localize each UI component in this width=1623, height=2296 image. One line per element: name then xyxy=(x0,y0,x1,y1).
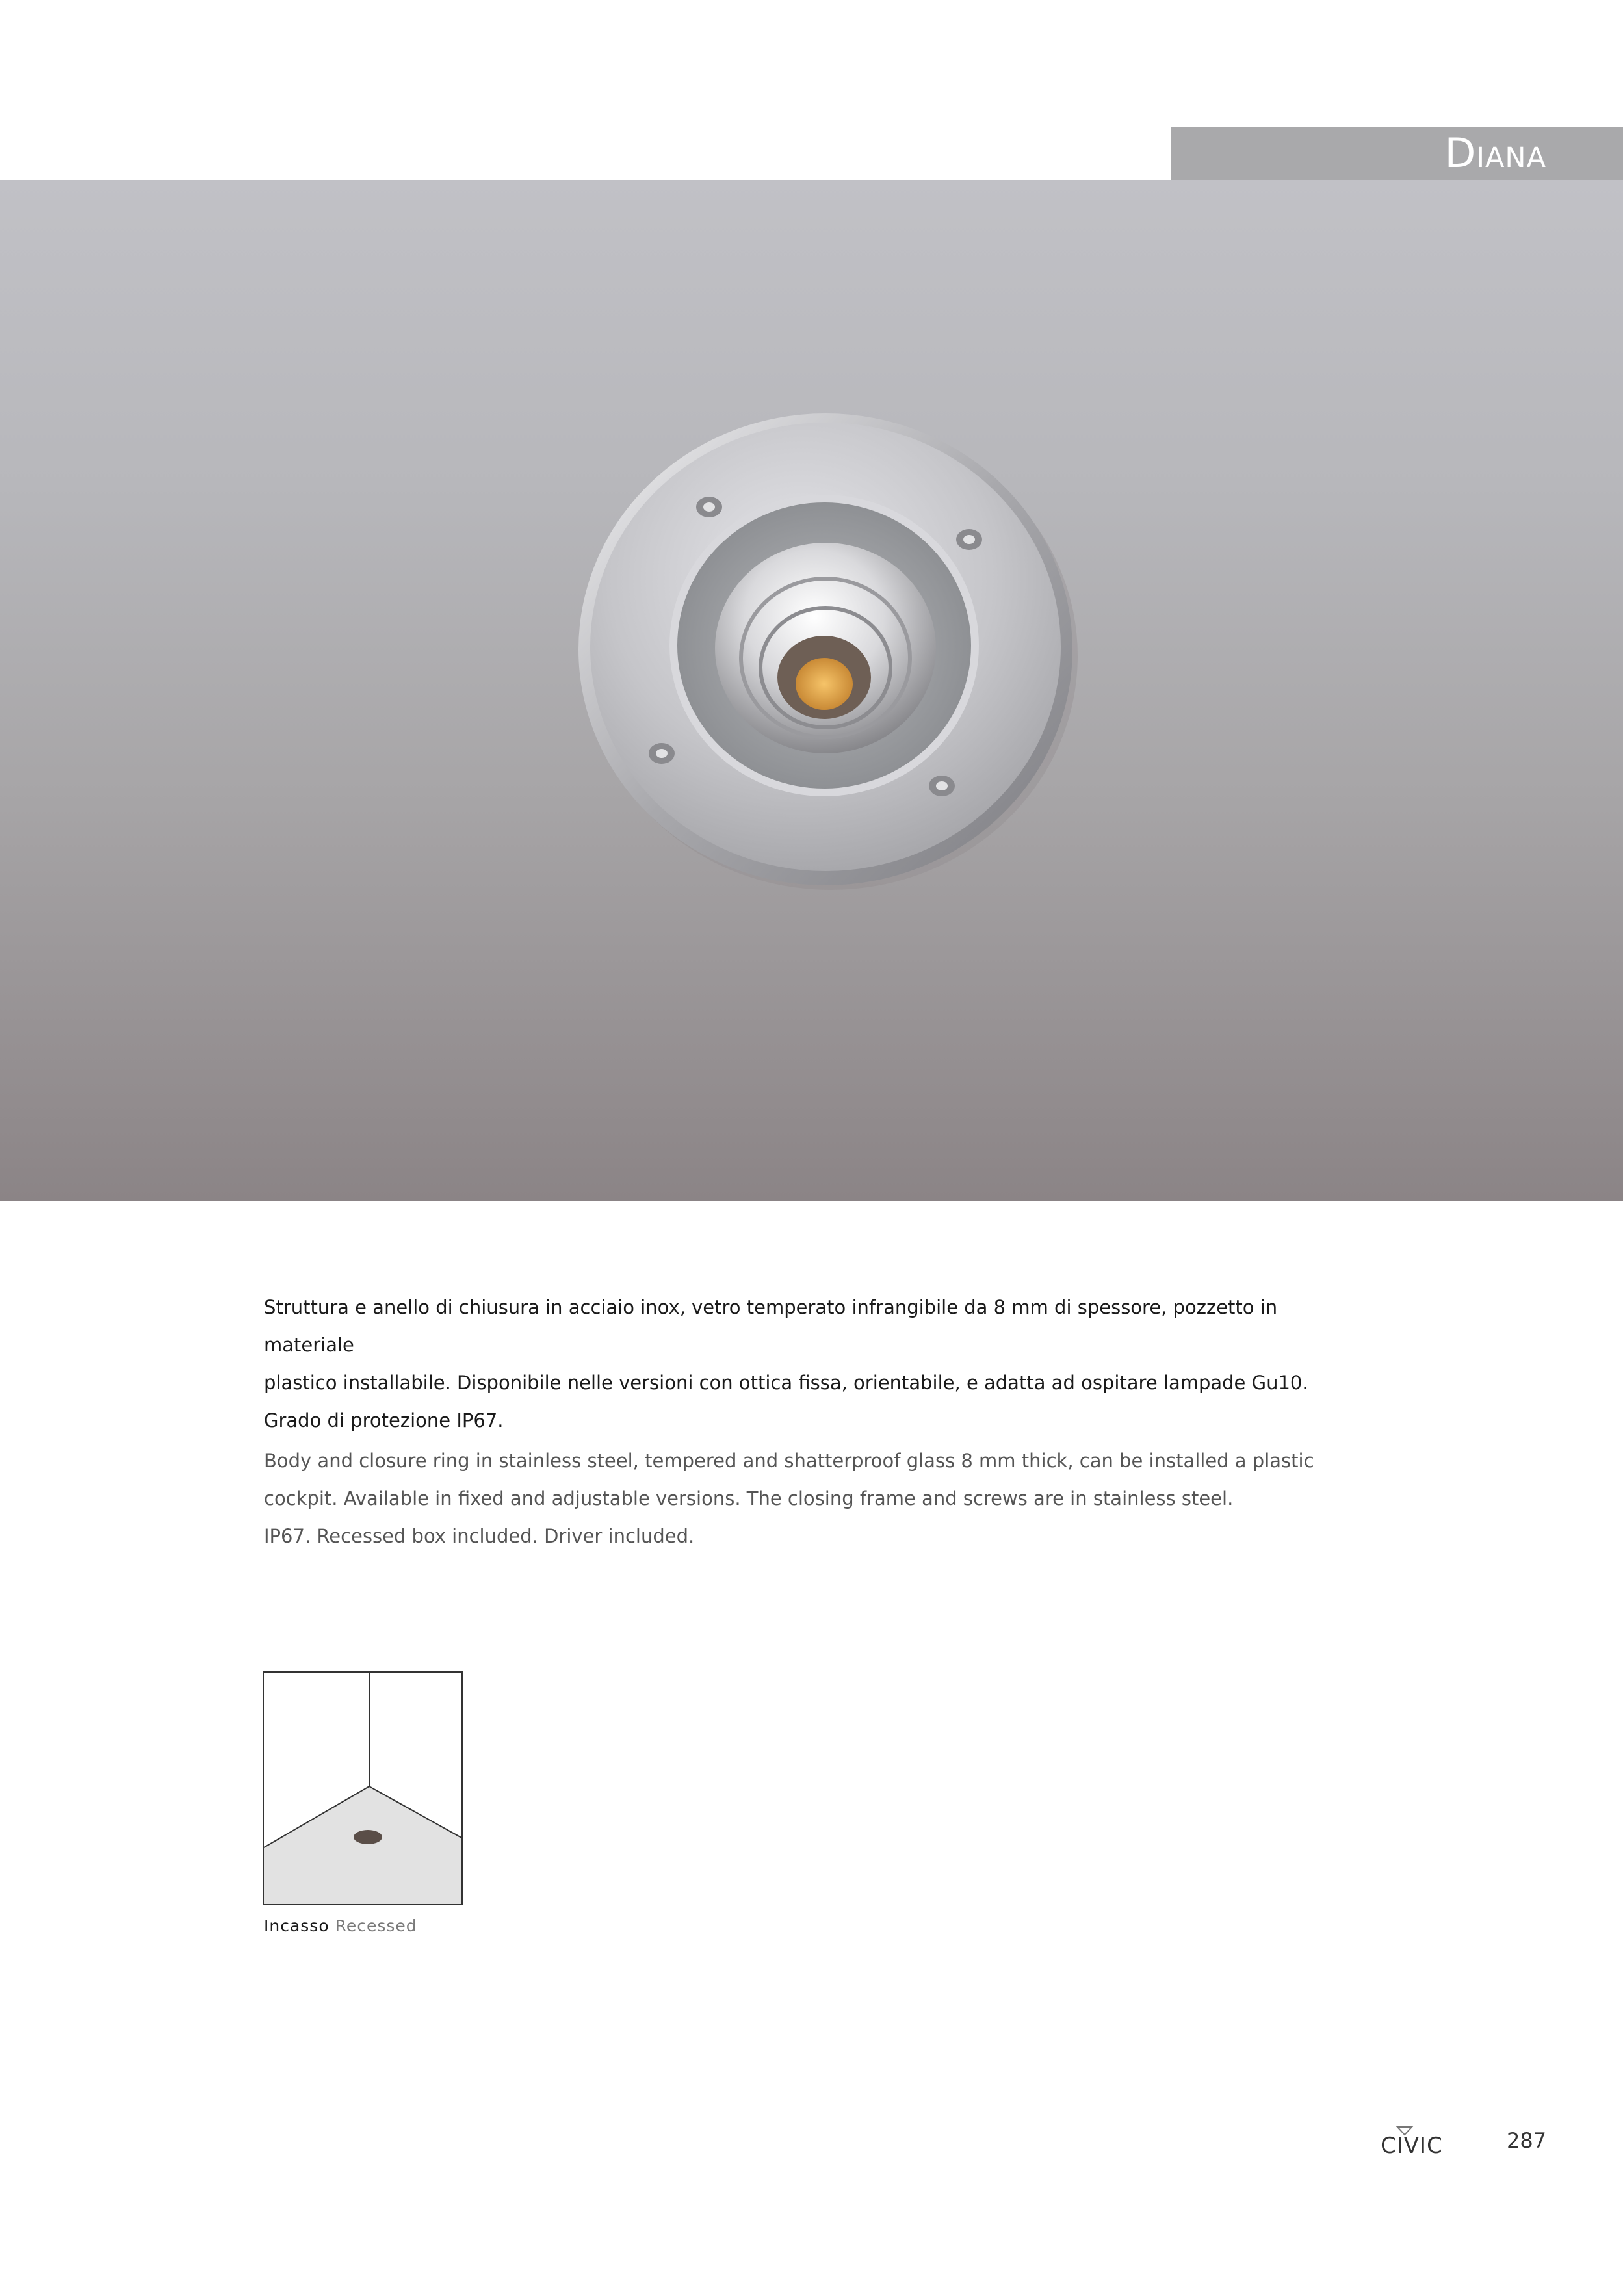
description-line: Body and closure ring in stainless steel, tempered and shatterproof glass 8 mm thick, can be installed a plastic xyxy=(264,1450,1314,1472)
page-number: 287 xyxy=(1507,2128,1547,2153)
svg-text:CIVIC: CIVIC xyxy=(1381,2133,1443,2159)
civic-logo xyxy=(1378,2126,1443,2161)
caption-italian: Incasso xyxy=(264,1916,330,1935)
spotlight-illustration xyxy=(0,180,1623,1201)
description-line: IP67. Recessed box included. Driver included. xyxy=(264,1525,695,1547)
product-photo xyxy=(0,180,1623,1201)
description-line: Struttura e anello di chiusura in acciaio inox, vetro temperato infrangibile da 8 mm di spessore, pozzetto in materiale xyxy=(264,1296,1278,1356)
caption-english: Recessed xyxy=(335,1916,417,1935)
product-title: Diana xyxy=(1444,129,1546,177)
description-italian xyxy=(264,1288,1369,1439)
installation-caption xyxy=(264,1916,417,1935)
led-icon xyxy=(796,658,853,710)
description-english xyxy=(264,1442,1369,1555)
description-line: Grado di protezione IP67. xyxy=(264,1409,504,1431)
description-line: plastico installabile. Disponibile nelle versioni con ottica fissa, orientabile, e adatta ad ospitare lampade Gu10. xyxy=(264,1372,1308,1394)
recessed-installation-icon xyxy=(263,1671,463,1908)
description-line: cockpit. Available in fixed and adjustable versions. The closing frame and screws are in stainless steel. xyxy=(264,1487,1234,1509)
title-bar xyxy=(1171,127,1623,180)
